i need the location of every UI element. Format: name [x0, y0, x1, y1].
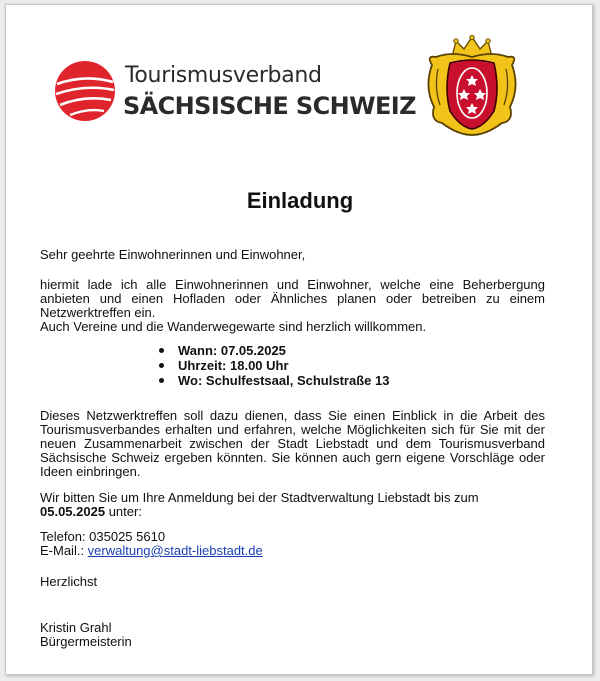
event-time: Uhrzeit: 18.00 Uhr — [156, 358, 389, 373]
signature-role: Bürgermeisterin — [40, 634, 132, 649]
closing: Herzlichst — [40, 574, 98, 589]
registration-deadline: 05.05.2025 — [40, 504, 106, 519]
phone-line — [40, 530, 545, 544]
coat-of-arms-icon — [422, 35, 522, 137]
event-location: Wo: Schulfestsaal, Schulstraße 13 — [156, 373, 389, 388]
page-title: Einladung — [246, 188, 354, 213]
intro-paragraph-2: Auch Vereine und die Wanderwegewarte sind herzlich willkommen. — [40, 319, 427, 334]
email-label: E-Mail.: — [40, 543, 88, 558]
letter-page — [5, 4, 593, 675]
body-paragraph: Dieses Netzwerktreffen soll dazu dienen, dass Sie einen Einblick in die Arbeit des Tourismusverbandes erhalten und erfahren, welche Möglichkeiten sich für Sie mit der neuen Zusammenarbeit zwischen der Stadt Liebstadt und dem Tourismusverband Sächsische Schweiz ergeben könnten. Sie können auch gern eigene Vorschläge oder Ideen einbringen. — [40, 408, 545, 479]
event-date: Wann: 07.05.2025 — [156, 343, 389, 358]
brand-name-line1: Tourismusverband — [125, 63, 322, 88]
registration-request: Wir bitten Sie um Ihre Anmeldung bei der Stadtverwaltung Liebstadt bis zum — [40, 490, 479, 505]
phone-label: Telefon: — [40, 529, 90, 544]
registration-deadline-line — [40, 505, 545, 519]
red-sphere-logo-icon — [54, 60, 116, 122]
phone-number: 035025 5610 — [89, 529, 166, 544]
intro-paragraph: hiermit lade ich alle Einwohnerinnen und Einwohner, welche eine Beherbergung anbieten und einen Hofladen oder Ähnliches planen oder betreiben zu einem Netzwerktreffen ein. — [40, 277, 545, 320]
email-line — [40, 544, 545, 558]
email-link[interactable]: verwaltung@stadt-liebstadt.de — [87, 543, 263, 558]
signature-name: Kristin Grahl — [40, 620, 112, 635]
event-details-list — [156, 343, 389, 388]
registration-suffix: unter: — [105, 504, 142, 519]
salutation: Sehr geehrte Einwohnerinnen und Einwohner, — [40, 247, 306, 262]
brand-name-line2: SÄCHSISCHE SCHWEIZ — [123, 92, 416, 120]
